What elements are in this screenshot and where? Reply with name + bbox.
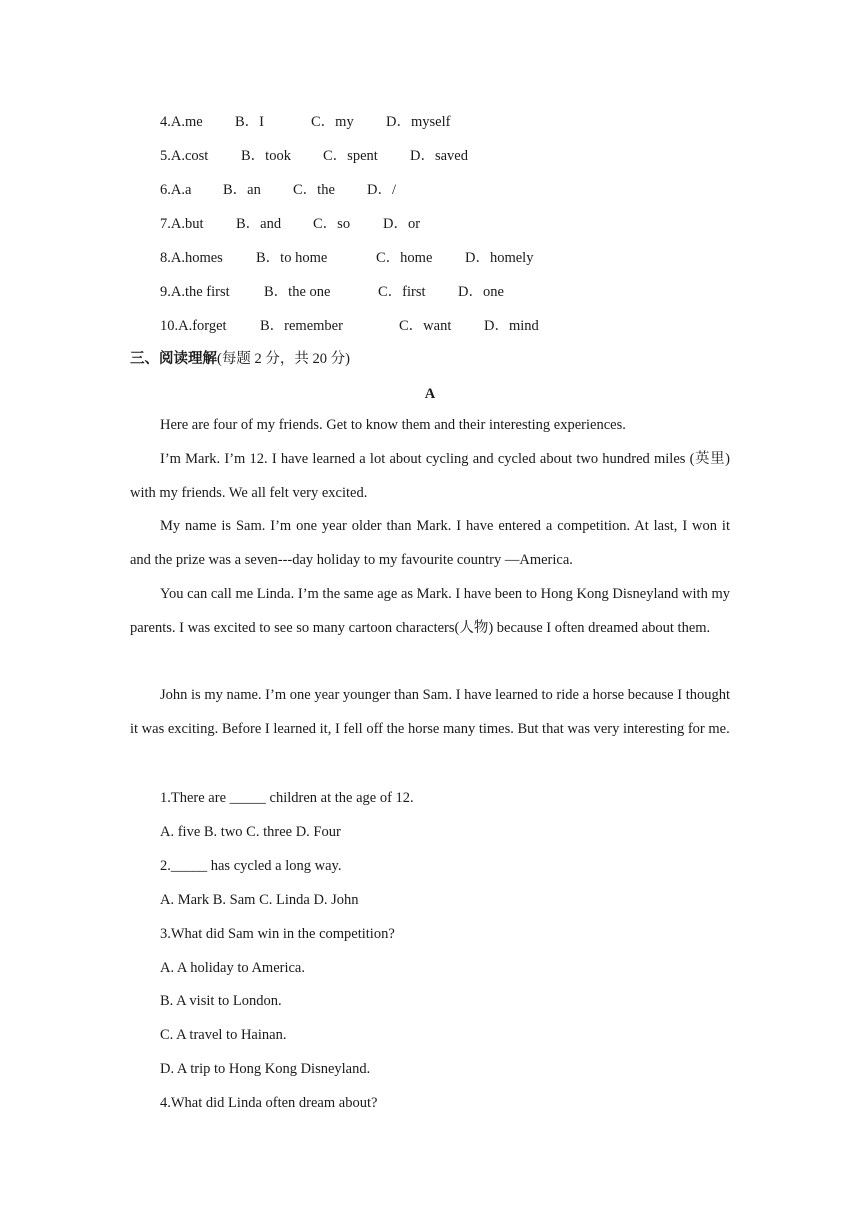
paragraph: I’m Mark. I’m 12. I have learned a lot about cycling and cycled about two hundred miles (英里) with my friends. We all felt very excited. xyxy=(130,451,730,501)
paragraph: You can call me Linda. I’m the same age as Mark. I have been to Hong Kong Disneyland with my parents. I was excited to see so many cartoon characters(人物) because I often dreamed about them. xyxy=(130,586,730,636)
option-d: D．myself xyxy=(386,114,451,130)
option-a: 7.A.but xyxy=(160,216,204,232)
option-b: B．the one xyxy=(264,284,331,300)
option-c: C．spent xyxy=(323,148,378,164)
option-b: B．and xyxy=(236,216,282,232)
option-d: D．saved xyxy=(410,148,468,164)
option-d: D．or xyxy=(383,216,421,232)
question-line: A. five B. two C. three D. Four xyxy=(160,824,341,840)
option-a: 6.A.a xyxy=(160,182,192,198)
option-b: B．took xyxy=(241,148,291,164)
option-b: B．I xyxy=(235,114,264,130)
question-line: C. A travel to Hainan. xyxy=(160,1027,287,1043)
option-b: B．an xyxy=(223,182,261,198)
option-c: C．home xyxy=(376,250,433,266)
question-line: 3.What did Sam win in the competition? xyxy=(160,926,395,942)
section-title: 三、阅读理解 xyxy=(130,351,217,367)
option-b: B．to home xyxy=(256,250,328,266)
question-line: 1.There are _____ children at the age of 12. xyxy=(160,790,414,806)
option-c: C．want xyxy=(399,318,452,334)
option-d: D．mind xyxy=(484,318,539,334)
question-line: B. A visit to London. xyxy=(160,993,282,1009)
section-heading xyxy=(130,349,350,369)
option-a: 10.A.forget xyxy=(160,318,227,334)
option-a: 9.A.the first xyxy=(160,284,230,300)
option-b: B．remember xyxy=(260,318,343,334)
passage-label: A xyxy=(424,386,436,402)
option-a: 4.A.me xyxy=(160,114,203,130)
option-c: C．the xyxy=(293,182,335,198)
option-d: D．homely xyxy=(465,250,534,266)
option-d: D．one xyxy=(458,284,504,300)
option-c: C．first xyxy=(378,284,426,300)
paragraph: John is my name. I’m one year younger than Sam. I have learned to ride a horse because I thought it was exciting. Before I learned it, I fell off the horse many times. But that was very interesting for me. xyxy=(130,687,730,737)
section-note: (每题 2 分，共 20 分) xyxy=(217,351,350,367)
option-c: C．my xyxy=(311,114,354,130)
question-line: 2._____ has cycled a long way. xyxy=(160,858,342,874)
question-line: 4.What did Linda often dream about? xyxy=(160,1095,378,1111)
question-line: A. A holiday to America. xyxy=(160,960,305,976)
option-a: 5.A.cost xyxy=(160,148,209,164)
question-line: A. Mark B. Sam C. Linda D. John xyxy=(160,892,359,908)
option-a: 8.A.homes xyxy=(160,250,223,266)
paragraph: My name is Sam. I’m one year older than Mark. I have entered a competition. At last, I won it and the prize was a seven---day holiday to my favourite country —America. xyxy=(130,518,730,568)
option-c: C．so xyxy=(313,216,351,232)
question-line: D. A trip to Hong Kong Disneyland. xyxy=(160,1061,371,1077)
option-d: D．/ xyxy=(367,182,396,198)
paragraph: Here are four of my friends. Get to know them and their interesting experiences. xyxy=(160,417,626,433)
